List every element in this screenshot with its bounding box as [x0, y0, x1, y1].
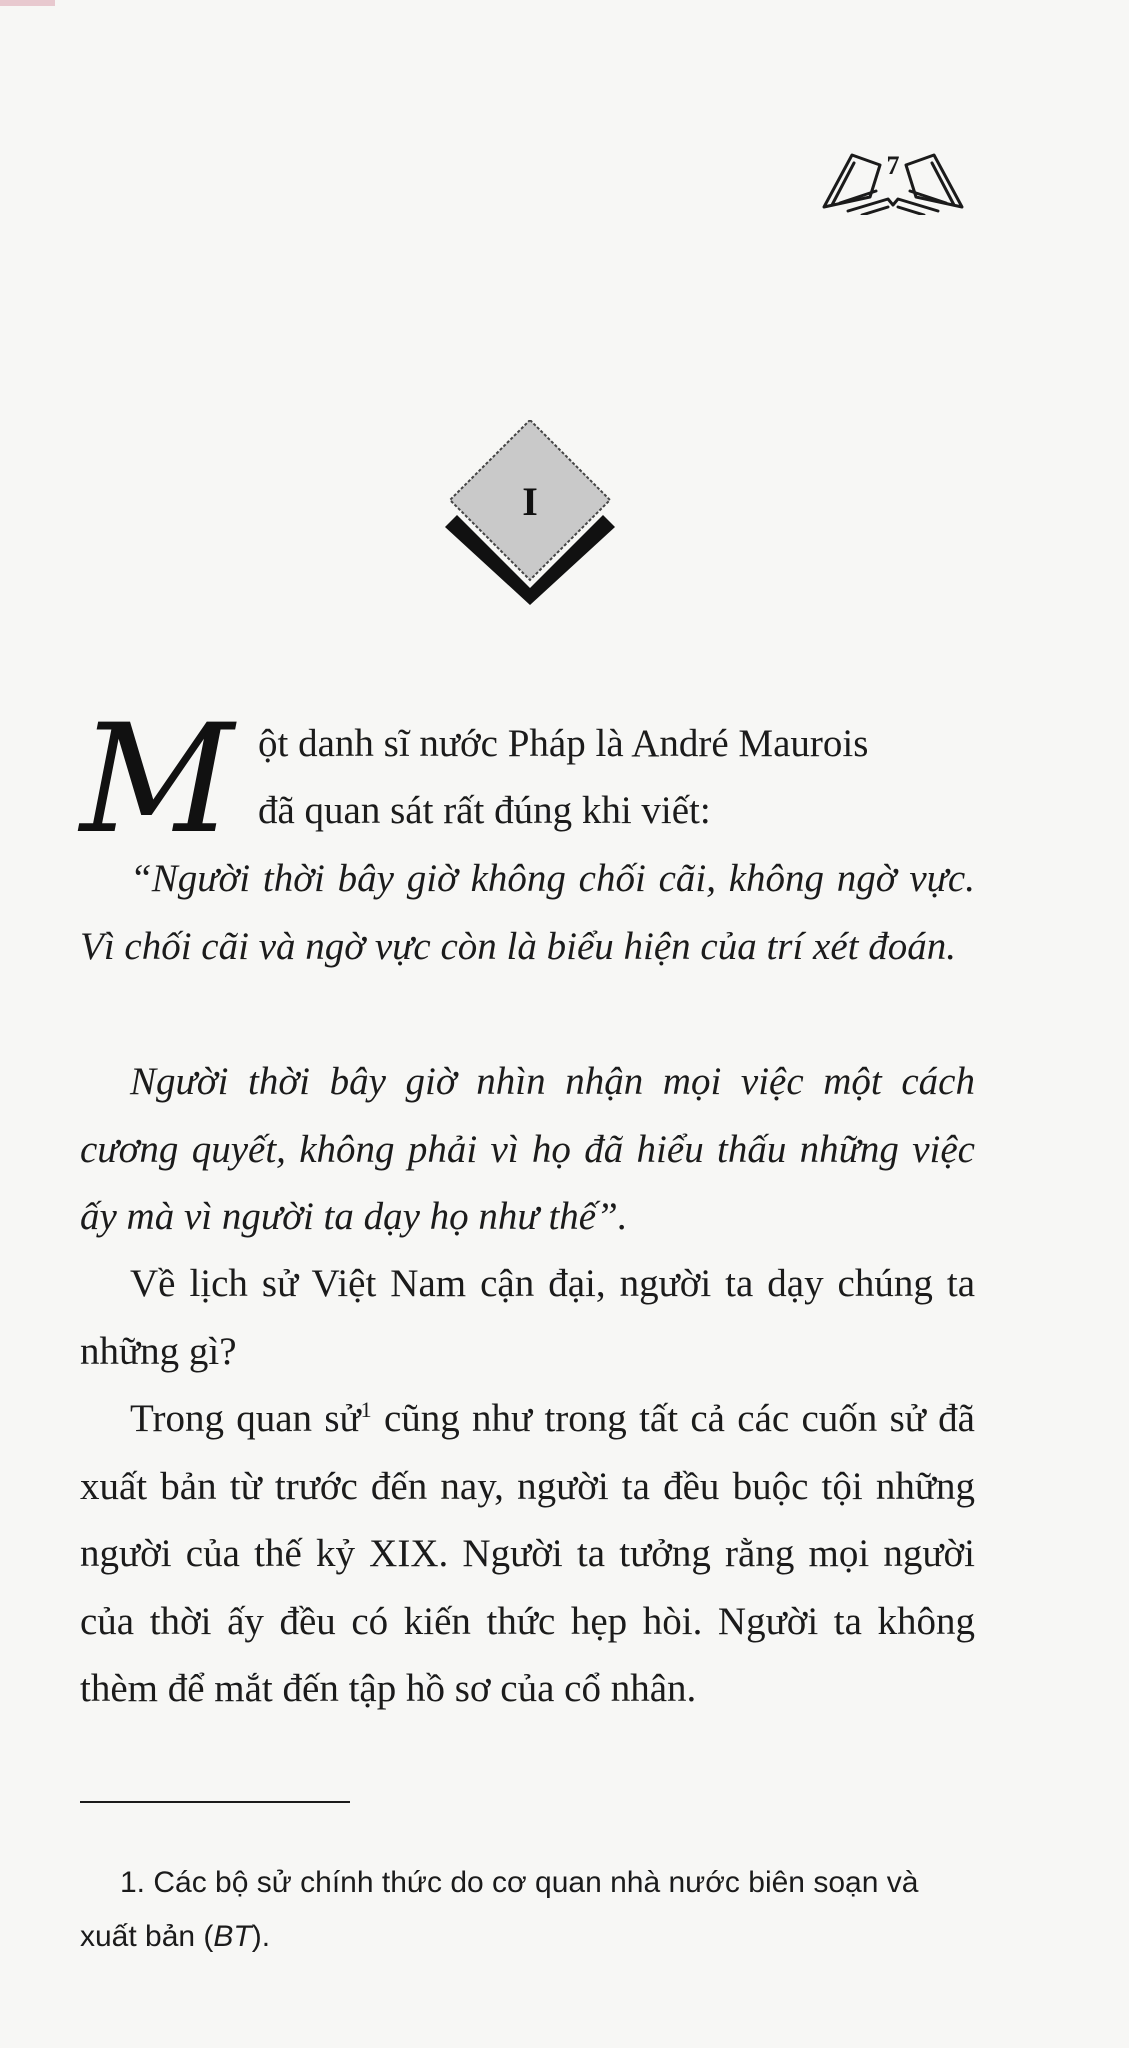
paragraph-4: [80, 1385, 975, 1723]
page-number: 7: [886, 151, 900, 180]
footnote: [80, 1856, 975, 1964]
quote-paragraph-1: “Người thời bây giờ không chối cãi, không ngờ vực. Vì chối cãi và ngờ vực còn là biểu hiện của trí xét đoán.: [80, 857, 975, 968]
footnote-divider: [80, 1801, 350, 1803]
footnote-text-end: ).: [251, 1920, 271, 1953]
paragraph-1-line-2: đã quan sát rất đúng khi viết:: [258, 789, 711, 832]
chapter-number: I: [522, 479, 538, 524]
quote-paragraph-2: Người thời bây giờ nhìn nhận mọi việc một cách cương quyết, không phải vì họ đã hiểu thấu những việc ấy mà vì người ta dạy họ như thế”.: [80, 1060, 975, 1238]
footnote-text-italic: BT: [213, 1920, 252, 1953]
paragraph-4-start: Trong quan sử: [130, 1397, 361, 1440]
header-ornament: [818, 145, 968, 215]
drop-cap: M: [80, 693, 234, 867]
footnote-ref[interactable]: 1: [360, 1397, 372, 1422]
paragraph-4-rest: cũng như trong tất cả các cuốn sử đã xuất bản từ trước đến nay, người ta đều buộc tội những người của thế kỷ XIX. Người ta tưởng rằng mọi người của thời ấy đều có kiến thức hẹp hòi. Người ta không thèm để mắt đến tập hồ sơ của cổ nhân.: [80, 1397, 975, 1710]
footnote-text-start: 1. Các bộ sử chính thức do cơ quan nhà nước biên soạn và xuất bản (: [80, 1866, 919, 1953]
paragraph-1-line-1: ột danh sĩ nước Pháp là André Maurois: [258, 722, 869, 765]
edge-mark: [0, 0, 55, 6]
paragraph-3: Về lịch sử Việt Nam cận đại, người ta dạy chúng ta những gì?: [80, 1262, 975, 1373]
chapter-emblem: [445, 420, 615, 605]
